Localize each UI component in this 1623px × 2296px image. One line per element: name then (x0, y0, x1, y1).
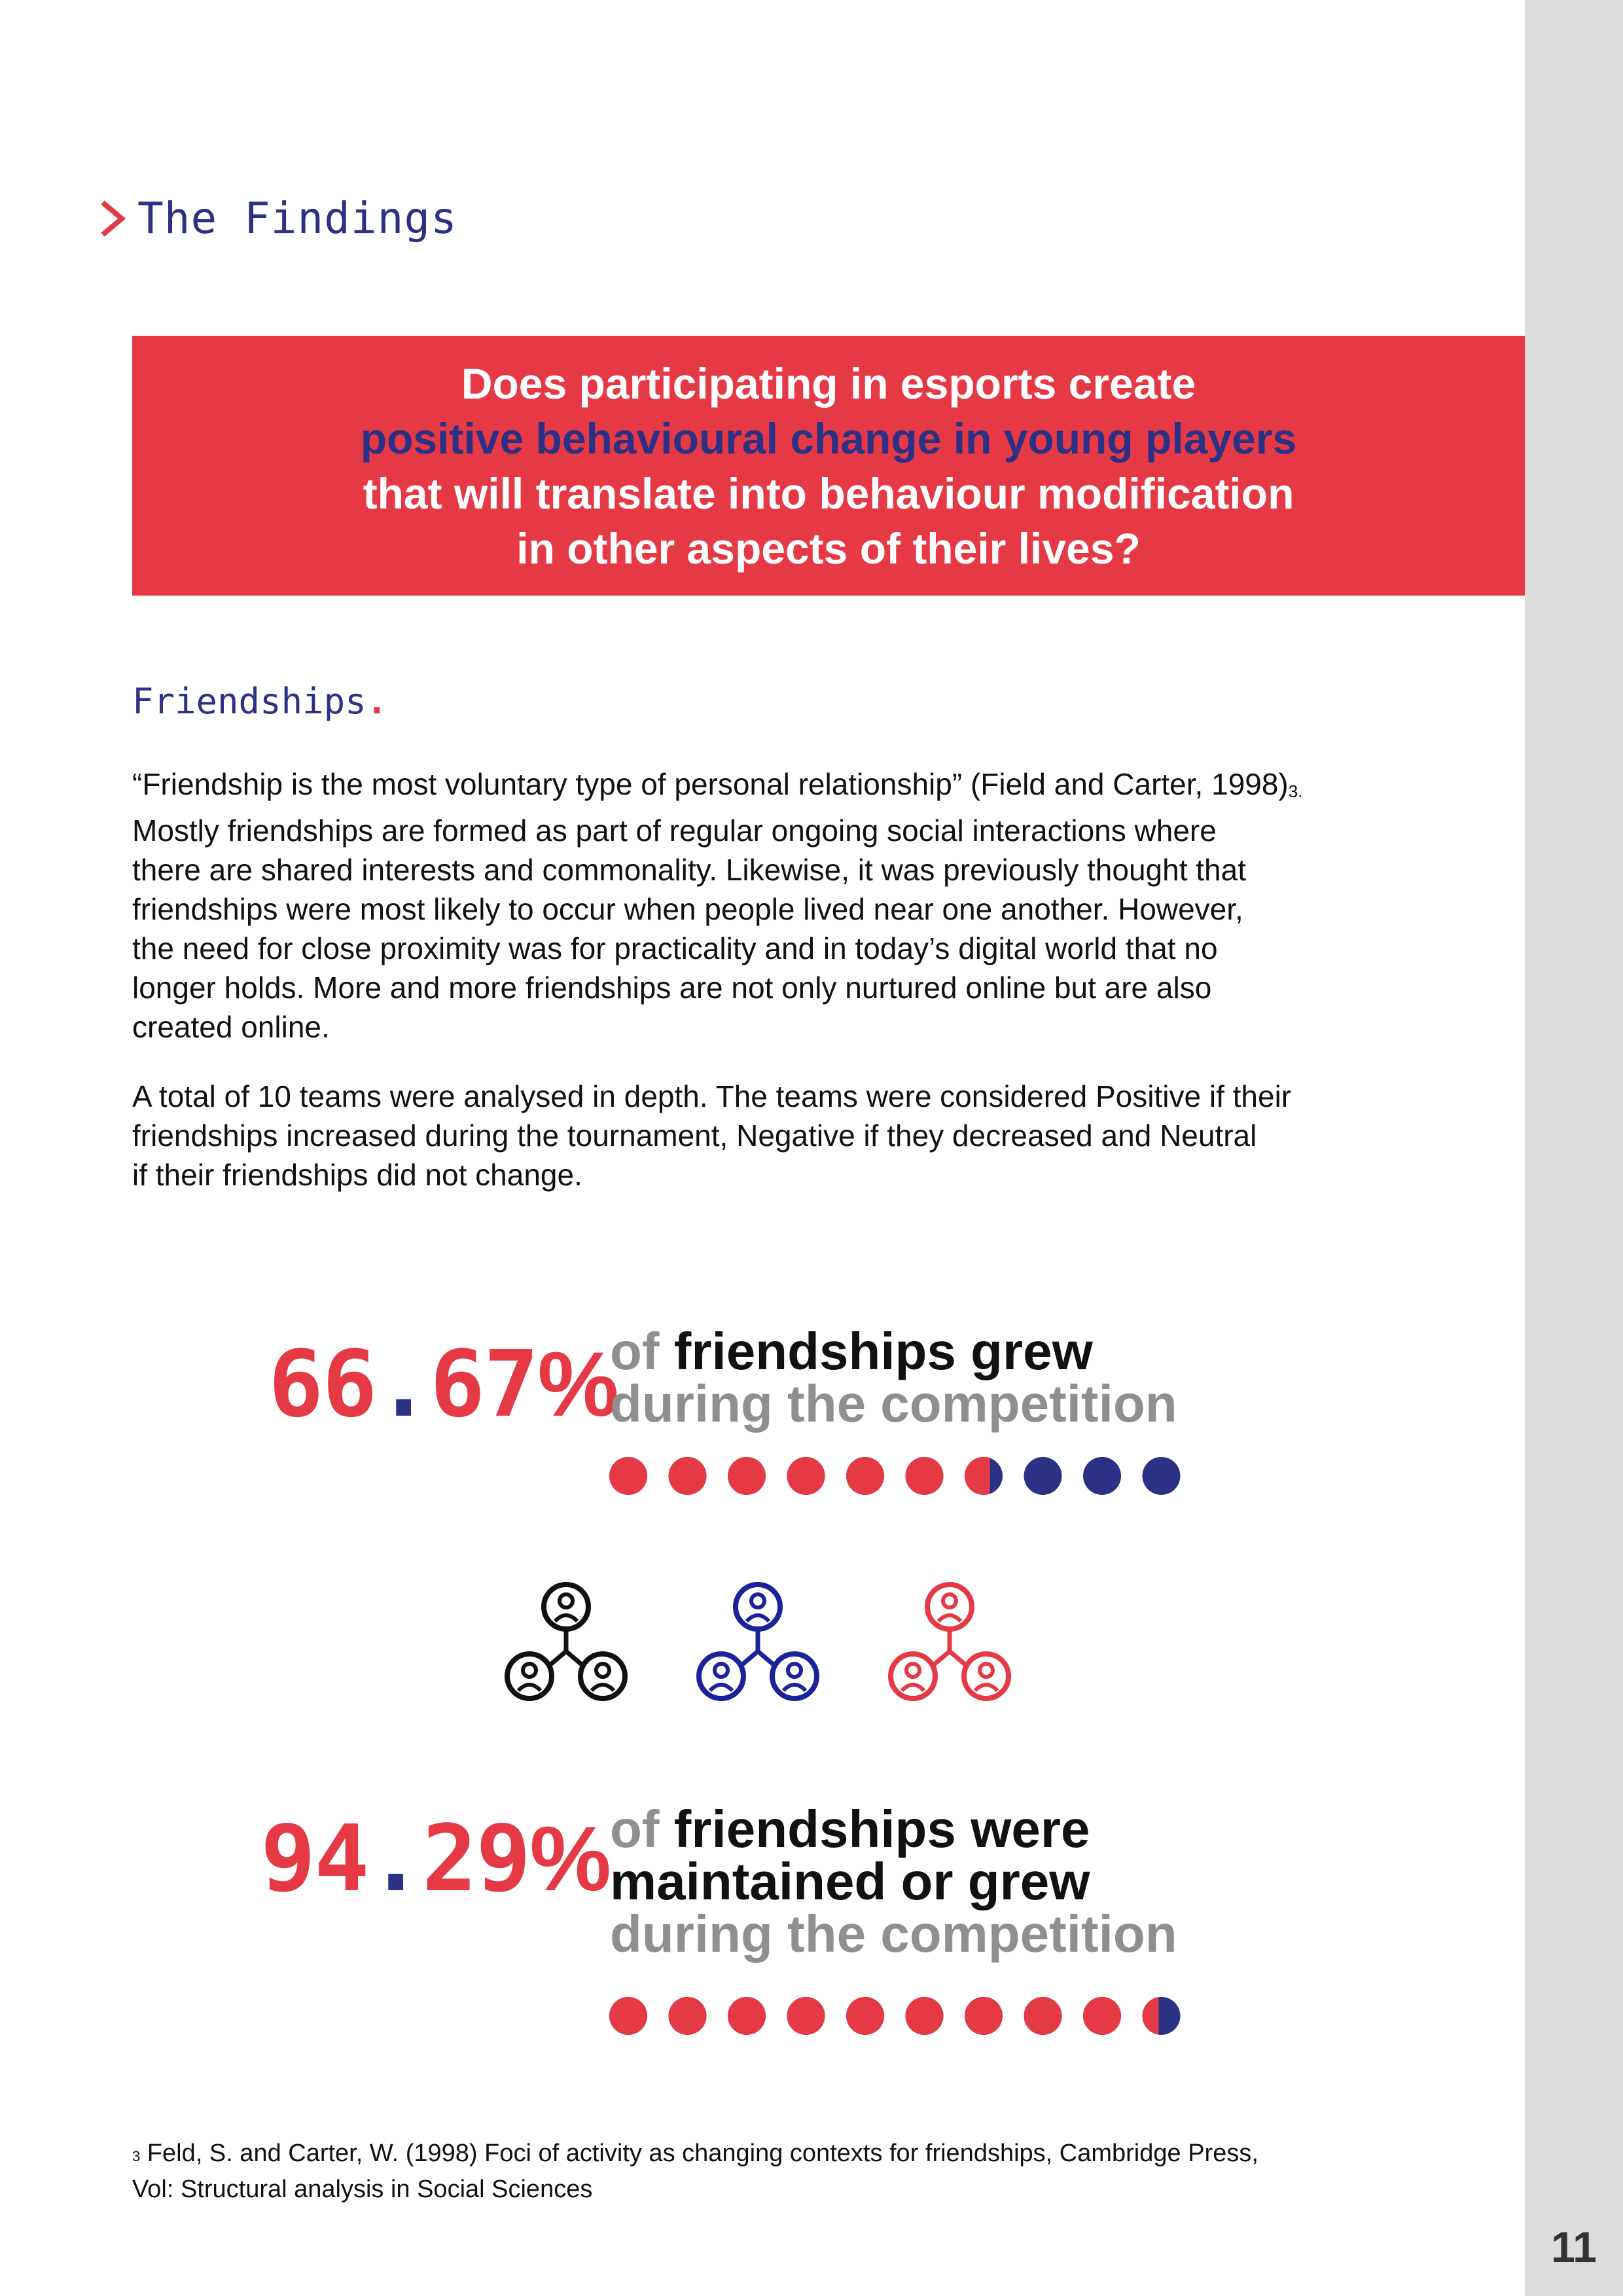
footnote-line-1-text: Feld, S. and Carter, W. (1998) Foci of activity as changing contexts for friendships, Cambridge Press, (140, 2140, 1258, 2167)
paragraph-2-line-1: A total of 10 teams were analysed in depth. The teams were considered Positive if their (132, 1079, 1292, 1113)
stat2-of: of (610, 1800, 674, 1858)
footnote-line-1 (132, 2137, 1258, 2173)
stat2-caption-line-1: friendships were (673, 1800, 1090, 1858)
stat1-dot (906, 1457, 944, 1495)
stat2-dot (1143, 1997, 1181, 2035)
stat2-dot (1083, 1997, 1121, 2035)
stat1-dot-meter (609, 1453, 1185, 1499)
paragraph-1-line-2: Mostly friendships are formed as part of regular ongoing social interactions where (132, 814, 1217, 848)
friendship-paragraph-1 (132, 764, 1302, 1047)
paragraph-1-line-6: longer holds. More and more friendships are not only nurtured online but are also (132, 971, 1212, 1005)
paragraph-1-line-7: created online. (132, 1010, 330, 1044)
stat1-caption-line-1: friendships grew (673, 1322, 1093, 1380)
friendship-group-icons (497, 1581, 1034, 1712)
stat1-dec: 67 (429, 1331, 538, 1438)
group-icon-blue (699, 1585, 817, 1698)
chevron-right-icon (98, 199, 131, 238)
paragraph-1-line-3: there are shared interests and commonality. Likewise, it was previously thought that (132, 853, 1246, 887)
stat1-dot (787, 1457, 825, 1495)
group-icon-red (891, 1585, 1008, 1698)
paragraph-1-line-1-text: “Friendship is the most voluntary type of personal relationship” (Field and Carter, 1998) (132, 767, 1289, 801)
stat2-dot (846, 1997, 884, 2035)
paragraph-1-line-5: the need for close proximity was for practicality and in today’s digital world that no (132, 931, 1218, 965)
footnote-line-2: Vol: Structural analysis in Social Sciences (132, 2176, 593, 2203)
question-line-1: Does participating in esports create (461, 359, 1196, 408)
stat1-percent-sign: % (537, 1333, 618, 1435)
page-number: 11 (1551, 2223, 1597, 2271)
question-banner (132, 336, 1525, 596)
stat2-dot (965, 1997, 1003, 2035)
question-line-3: that will translate into behaviour modification (363, 469, 1294, 518)
stat1-int: 66 (268, 1331, 376, 1438)
question-line-2: positive behavioural change in young players (360, 414, 1297, 463)
footnote (132, 2137, 1258, 2206)
stat1-percentage (268, 1331, 618, 1438)
stat2-dot (669, 1997, 707, 2035)
paragraph-2-line-2: friendships increased during the tournament, Negative if they decreased and Neutral (132, 1119, 1257, 1153)
stat1-dot (728, 1457, 766, 1495)
section-heading (98, 193, 457, 243)
stat1-dot (1143, 1457, 1181, 1495)
citation-ref: 3. (1288, 781, 1303, 801)
friendships-heading-dot: . (366, 681, 388, 722)
stat2-int: 94 (260, 1806, 368, 1912)
stat2-dot (787, 1997, 825, 2035)
stat2-dot (906, 1997, 944, 2035)
stat2-dot (609, 1997, 647, 2035)
stat1-decimal-point: . (376, 1331, 430, 1438)
stat1-dot (609, 1457, 647, 1495)
friendship-paragraph-2 (132, 1077, 1291, 1194)
stat2-dec: 29 (421, 1806, 530, 1912)
stat2-dot (728, 1997, 766, 2035)
stat2-percent-sign: % (529, 1807, 610, 1910)
stat2-dot (1024, 1997, 1062, 2035)
friendships-heading-text: Friendships (132, 681, 366, 722)
stat1-dot (846, 1457, 884, 1495)
stat1-dot (1024, 1457, 1062, 1495)
stat2-percentage (260, 1806, 610, 1912)
stat1-caption (610, 1322, 1177, 1433)
question-line-4: in other aspects of their lives? (516, 524, 1141, 573)
paragraph-1-line-4: friendships were most likely to occur when people lived near one another. However, (132, 892, 1243, 926)
stat2-caption-line-2: maintained or grew (610, 1852, 1090, 1910)
group-icon-neutral (507, 1585, 625, 1698)
stat1-dot (965, 1457, 1003, 1495)
friendships-heading (132, 681, 387, 722)
stat1-of: of (610, 1322, 674, 1380)
stat1-caption-line-2: during the competition (610, 1374, 1177, 1433)
side-strip (1525, 0, 1623, 2296)
stat2-decimal-point: . (368, 1806, 422, 1912)
stat2-caption-line-3: during the competition (610, 1905, 1177, 1963)
stat2-dot-meter (609, 1993, 1185, 2039)
stat2-caption (610, 1800, 1177, 1963)
stat1-dot (1083, 1457, 1121, 1495)
footnote-mark: 3 (132, 2148, 141, 2164)
section-title: The Findings (137, 193, 457, 243)
stat1-dot (669, 1457, 707, 1495)
paragraph-2-line-3: if their friendships did not change. (132, 1158, 582, 1192)
paragraph-1-line-1 (132, 764, 1302, 811)
